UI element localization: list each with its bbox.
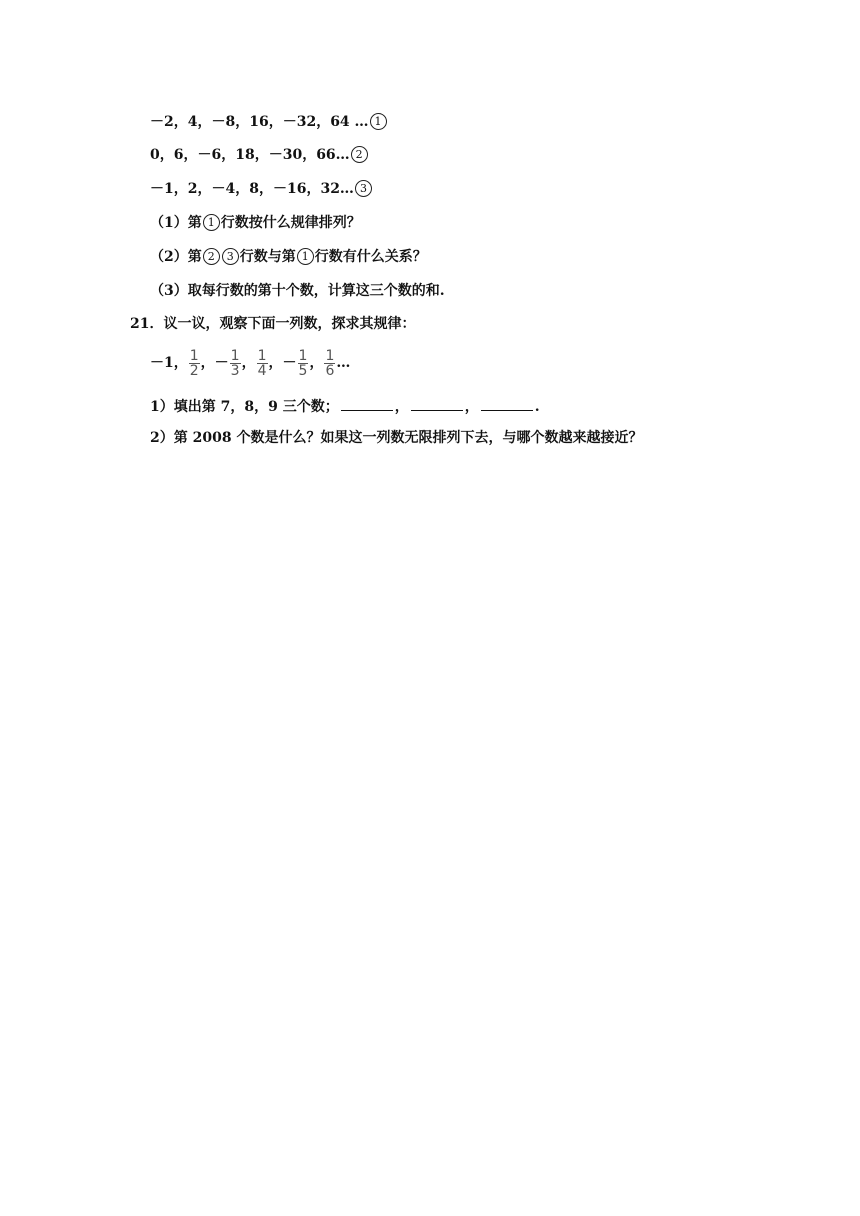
fraction-term bbox=[256, 347, 283, 379]
fraction-term bbox=[282, 347, 324, 379]
fraction-sign: － bbox=[282, 355, 297, 371]
sequence-row-1-text: －2，4，－8，16，－32，64 … bbox=[150, 114, 369, 130]
fraction-sign: － bbox=[214, 355, 229, 371]
fraction bbox=[298, 349, 309, 378]
fraction-separator: ， bbox=[309, 355, 324, 371]
problem-21-title bbox=[130, 314, 415, 334]
circled-number-1: 1 bbox=[203, 214, 220, 231]
fraction-separator: ， bbox=[241, 355, 256, 371]
sequence-row-3-text: －1，2，－4，8，－16，32… bbox=[150, 181, 354, 197]
question-2 bbox=[150, 247, 427, 267]
answer-blank-8[interactable] bbox=[411, 396, 463, 411]
circled-number-1: 1 bbox=[370, 113, 387, 130]
sequence-row-1 bbox=[150, 112, 388, 132]
fraction-numerator: 1 bbox=[257, 347, 267, 364]
fraction-term bbox=[323, 347, 351, 379]
fraction bbox=[189, 349, 200, 378]
blank-separator: ， bbox=[394, 399, 409, 415]
circled-number-2: 2 bbox=[203, 248, 220, 265]
question-3-text: （3）取每行数的第十个数，计算这三个数的和. bbox=[150, 283, 445, 299]
fraction-separator: … bbox=[336, 355, 351, 371]
question-3 bbox=[150, 281, 445, 301]
fraction-numerator: 1 bbox=[325, 347, 335, 364]
fraction-denominator: 4 bbox=[257, 362, 267, 379]
fraction-separator: ， bbox=[200, 355, 215, 371]
sequence-row-3 bbox=[150, 179, 373, 199]
question-2-suffix: 行数有什么关系？ bbox=[314, 249, 427, 265]
question-1-suffix: 行数按什么规律排列？ bbox=[220, 215, 361, 231]
fraction-term bbox=[188, 347, 215, 379]
circled-number-1: 1 bbox=[297, 248, 314, 265]
sub-question-1-end: . bbox=[534, 399, 540, 415]
fraction bbox=[324, 349, 335, 378]
sequence-start: －1， bbox=[150, 355, 188, 371]
fraction-numerator: 1 bbox=[189, 347, 199, 364]
answer-blank-7[interactable] bbox=[341, 396, 393, 411]
fraction-numerator: 1 bbox=[230, 347, 240, 364]
question-1-prefix: （1）第 bbox=[150, 215, 202, 231]
blank-separator: ， bbox=[464, 399, 479, 415]
answer-blank-9[interactable] bbox=[481, 396, 533, 411]
sub-question-2-text: 2）第 2008 个数是什么？如果这一列数无限排列下去，与哪个数越来越接近？ bbox=[150, 430, 643, 446]
circled-number-3: 3 bbox=[222, 248, 239, 265]
fraction-denominator: 5 bbox=[298, 362, 308, 379]
fraction-separator: ， bbox=[268, 355, 283, 371]
question-2-middle: 行数与第 bbox=[239, 249, 296, 265]
question-2-prefix: （2）第 bbox=[150, 249, 202, 265]
fraction-denominator: 2 bbox=[189, 362, 199, 379]
circled-number-3: 3 bbox=[355, 180, 372, 197]
sequence-row-2-text: 0，6，－6，18，－30，66… bbox=[150, 147, 350, 163]
fraction-numerator: 1 bbox=[298, 347, 308, 364]
sequence-row-2 bbox=[150, 145, 369, 165]
fraction-denominator: 6 bbox=[325, 362, 335, 379]
circled-number-2: 2 bbox=[351, 146, 368, 163]
fraction bbox=[230, 349, 241, 378]
problem-21-title-text: 21．议一议，观察下面一列数，探求其规律： bbox=[130, 316, 416, 332]
fraction-denominator: 3 bbox=[230, 362, 240, 379]
sub-question-2 bbox=[150, 428, 642, 448]
sub-question-1 bbox=[150, 396, 540, 417]
fraction-term bbox=[214, 347, 256, 379]
question-1 bbox=[150, 213, 361, 233]
sub-question-1-text: 1）填出第 7，8，9 三个数； bbox=[150, 399, 339, 415]
fraction bbox=[257, 349, 268, 378]
fraction-sequence bbox=[150, 344, 350, 384]
